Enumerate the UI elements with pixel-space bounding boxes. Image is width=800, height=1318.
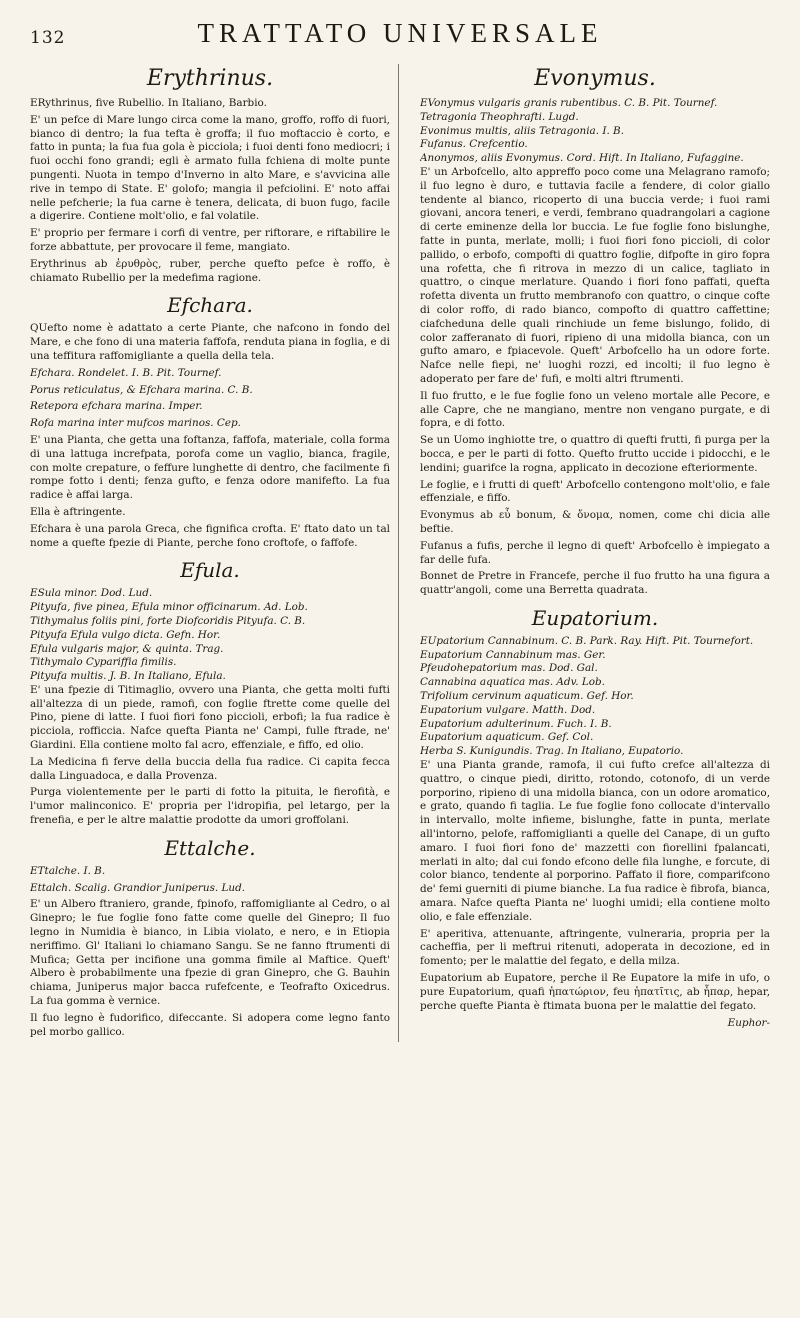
synonym-line: ETtalche. I. B.: [30, 864, 106, 877]
synonym-line: Eupatorium aquaticum. Gef. Col.: [420, 731, 594, 744]
evonymus-synonyms: [420, 97, 770, 166]
synonym-line: EVonymus vulgaris granis rubentibus. C. B. Pit. Tournef.: [420, 97, 718, 109]
paragraph: QUefto nome è adattato a certe Piante, che nafcono in fondo del Mare, e che fono di una materia faffofa, renduta piana in foglia, e di una teffitura raffomigliante a quella della tela.: [30, 322, 390, 362]
running-title: TRATTATO UNIVERSALE: [197, 18, 603, 48]
paragraph: E' aperitiva, attenuante, aftringente, vulneraria, propria per la cacheffia, per li meftrui ritenuti, adoperata in decozione, ed in fomento; per le malattie del fegato, e della milza.: [420, 927, 770, 968]
running-head: [30, 18, 770, 64]
paragraph: Fufanus a fufis, perche il legno di queft' Arbofcello è impiegato a far delle fufa.: [420, 539, 770, 566]
synonym-line: Anonymos, aliis Evonymus. Cord. Hift. In Italiano, Fufaggine.: [420, 152, 744, 165]
synonym-line: Porus reticulatus, & Efchara marina. C. B.: [30, 383, 253, 396]
left-column: [30, 64, 390, 1042]
paragraph: E' un Arbofcello, alto appreffo poco come una Melagrano ramofo; il fuo legno è duro, e tuttavia facile a fendere, di color giallo tendente al bianco, ricoperto di una buccia verde; i fuoi rami giovani, ancora teneri, e verdi, fembrano quadrangolari a cagione di certe eminenze della lor buccia. Le fue foglie fono bislunghe, fatte in punta, merlate, molli; i fuoi fiori fono piccioli, di color pallido, o erbofo, compofti di quattro foglie, difpofte in giro fopra una rofetta, che fi ritrova in mezzo di un calice, tagliato in quattro, o cinque merlature. Quando i fiori fono paffati, quefta rofetta diventa un frutto membranofo con quattro, o cinque cofte di color roffo, di rado bianco, compofto di quattro caffettine; ciafcheduna delle quali rinchiude un feme bislungo, folido, di color zafferanato di fuori, ripieno di una midolla bianca, con un gufto amaro, e fpiacevole. Queft' Arbofcello ha un odore forte. Nafce nelle fiepi, ne' luoghi rozzi, ed incolti; il fuo legno è adoperato per fare de' fufi, e molti altri ftrumenti.: [420, 165, 770, 385]
paragraph: Eupatorium ab Eupatore, perche il Re Eupatore la mife in ufo, o pure Eupatorium, quafi ἡπατώριον, feu ἡπατῖτις, ab ἧπαρ, hepar, perche quefte Pianta è ftimata buona per le malattie del fegato.: [420, 972, 770, 1012]
catchword: Euphor-: [727, 1017, 770, 1030]
entry-heading-eschara: Efchara.: [167, 293, 253, 318]
synonym-line: Trifolium cervinum aquaticum. Gef. Hor.: [420, 690, 634, 703]
synonym-line: Efchara. Rondelet. I. B. Pit. Tournef.: [30, 366, 222, 379]
synonym-line: Eupatorium adulterinum. Fuch. I. B.: [420, 717, 612, 730]
entry-heading-evonymus: Evonymus.: [534, 66, 656, 91]
entry-erythrinus: [30, 97, 390, 285]
synonym-line: Tithymalo Cypariffia fimilis.: [30, 656, 177, 669]
paragraph: Erythrinus ab ἐρυθρὸς, ruber, perche quefto pefce è roffo, è chiamato Rubellio per la medefima ragione.: [30, 257, 390, 284]
paragraph: ERythrinus, five Rubellio. In Italiano, Barbio.: [30, 97, 267, 109]
entry-heading-ettalche: Ettalche.: [164, 835, 256, 860]
paragraph: E' una fpezie di Titimaglio, ovvero una Pianta, che getta molti fufti all'altezza di un piede, ramofi, con foglie ftrette come quelle del Pino, piene di latte. I fuoi fiori fono piccioli, erbofi; la fua radice è picciola, rofficcia. Nafce quefta Pianta ne' Campi, fulle ftrade, ne' Giardini. Ella contiene molto fal acro, effenziale, e fiffo, ed olio.: [30, 683, 390, 752]
entry-heading-esula: Efula.: [180, 558, 240, 583]
entry-ettalche: [30, 865, 390, 1040]
paragraph: E' una Pianta grande, ramofa, il cui fufto crefce all'altezza di quattro, o cinque piedi, diritto, rotondo, cotonofo, di un verde porporino, ripieno di una midolla bianca, con un odore aromatico, e grato, quando fi taglia. Le fue foglie fono collocate d'intervallo in intervallo, molte infieme, bislunghe, fatte in punta, merlate all'intorno, pelofe, raffomiglianti a quelle del Canape, di un gufto amaro. I fuoi fiori fono de' mazzetti con fiorellini fpalancati, merlati in alto; dal cui fondo efcono delle fila lunghe, e forcute, di color bianco, tendente al porporino. Paffato il fiore, comparifcono de' femi guerniti di piume bianche. La fua radice è fibrofa, bianca, amara. Nafce quefta Pianta ne' luoghi umidi; ella contiene molto olio, e fale effenziale.: [420, 759, 770, 923]
synonym-line: Eupatorium Cannabinum mas. Ger.: [420, 648, 606, 661]
synonym-line: Cannabina aquatica mas. Adv. Lob.: [420, 676, 605, 689]
paragraph: Il fuo frutto, e le fue foglie fono un veleno mortale alle Pecore, e alle Capre, che ne mangiano, mentre non vengano purgate, e di fopra, e di fotto.: [420, 389, 770, 430]
synonym-line: Fufanus. Crefcentio.: [420, 138, 528, 151]
paragraph: Efchara è una parola Greca, che fignifica crofta. E' ftato dato un tal nome a quefte fpezie di Piante, perche fono croftofe, o faffofe.: [30, 522, 390, 549]
synonym-line: Herba S. Kunigundis. Trag. In Italiano, Eupatorio.: [420, 745, 684, 758]
synonym-line: Pityufa multis. J. B. In Italiano, Efula.: [30, 670, 226, 683]
entry-eupatorium: [420, 759, 770, 1013]
entry-esula: [30, 684, 390, 828]
page-number: 132: [30, 28, 66, 48]
paragraph: Il fuo legno è fudorifico, difeccante. Si adopera come legno fanto pel morbo gallico.: [30, 1011, 390, 1038]
synonym-line: Pityufa, five pinea, Efula minor officinarum. Ad. Lob.: [30, 601, 308, 614]
synonym-line: Tithymalus foliis pini, forte Diofcoridis Pityufa. C. B.: [30, 614, 306, 627]
entry-eschara: [30, 322, 390, 550]
synonym-line: Tetragonia Theophrafti. Lugd.: [420, 110, 579, 123]
paragraph: E' un pefce di Mare lungo circa come la mano, groffo, roffo di fuori, bianco di dentro; la fua tefta è groffa; il fuo moftaccio è corto, e fatto in punta; la fua fua gola è picciola; i fuoi denti fono mediocri; i fuoi occhi fono grandi; egli è armato fulla fchiena di molte punte pungenti. Nuota in tempo d'Inverno in alto Mare, e s'avvicina alle rive in tempo di State. E' golofo; mangia il pefciolini. E' noto affai nelle pefcherie; la fua carne è tenera, delicata, di buon fugo, facile a digerire. Contiene molt'olio, e fal volatile.: [30, 113, 390, 223]
two-columns: [30, 64, 770, 1042]
paragraph: E' una Pianta, che getta una foftanza, faffofa, materiale, colla forma di una lattuga increfpata, porofa come un vaglio, bianca, fragile, con molte crepature, o feffure lunghette di dentro, che facilmente fi rompe fotto i denti; fenza gufto, e fenza odore manifefto. La fua radice è affai larga.: [30, 433, 390, 502]
entry-heading-erythrinus: Erythrinus.: [146, 66, 274, 91]
synonym-line: Retepora efchara marina. Imper.: [30, 400, 203, 413]
paragraph: Purga violentemente per le parti di fotto la pituita, le fierofità, e l'umor malinconico. E' propria per l'idropifia, pel letargo, per la frenefia, e per le altre malattie prodotte da umori groffolani.: [30, 786, 390, 827]
synonym-line: Efula vulgaris major, & quinta. Trag.: [30, 642, 224, 655]
synonym-line: Pityufa Efula vulgo dicta. Gefn. Hor.: [30, 628, 221, 641]
paragraph: La Medicina fi ferve della buccia della fua radice. Ci capita fecca dalla Linguadoca, e dalla Provenza.: [30, 755, 390, 782]
synonym-line: Ettalch. Scalig. Grandior Juniperus. Lud.: [30, 881, 246, 894]
synonym-line: Rofa marina inter mufcos marinos. Cep.: [30, 417, 241, 430]
paragraph: E' un Albero ftraniero, grande, fpinofo, raffomigliante al Cedro, o al Ginepro; le fue foglie fono fatte come quelle del Ginepro; Il fuo legno in Numidia è bianco, in Libia violato, e nero, e in Etiopia neriffimo. Gl' Italiani lo chiamano Sangu. Se ne fanno ftrumenti di Mufica; Getta per incifione una gomma fimile al Maftice. Queft' Albero è probabilmente una fpezie di gran Ginepro, che G. Bauhin chiama, Juniperus major bacca rufefcente, e Teofrafto Oxicedrus. La fua gomma è vernice.: [30, 898, 390, 1008]
esula-synonyms: [30, 587, 390, 684]
eupatorium-synonyms: [420, 635, 770, 759]
paragraph: Evonymus ab εὖ bonum, & ὄνομα, nomen, come chi dicia alle beftie.: [420, 509, 770, 535]
synonym-line: Eupatorium vulgare. Matth. Dod.: [420, 703, 596, 716]
entry-evonymus: [420, 166, 770, 598]
paragraph: Se un Uomo inghiotte tre, o quattro di quefti frutti, fi purga per la bocca, e per le parti di fotto. Quefto frutto uccide i pidocchi, e le lendini; guarifce la rogna, applicato in decozione efteriormente.: [420, 434, 770, 474]
synonym-line: Pfeudohepatorium mas. Dod. Gal.: [420, 662, 598, 675]
paragraph: E' proprio per fermare i corfi di ventre, per riftorare, e riftabilire le forze abbattute, per provocare il feme, mangiato.: [30, 227, 390, 253]
column-rule: [398, 64, 399, 1042]
synonym-line: EUpatorium Cannabinum. C. B. Park. Ray. Hift. Pit. Tournefort.: [420, 634, 754, 647]
synonym-line: ESula minor. Dod. Lud.: [30, 587, 153, 600]
synonym-line: Evonimus multis, aliis Tetragonia. I. B.: [420, 124, 624, 137]
paragraph: Ella è aftringente.: [30, 505, 126, 518]
paragraph: Bonnet de Pretre in Francefe, perche il fuo frutto ha una figura a quattr'angoli, come una Berretta quadrata.: [420, 570, 770, 597]
entry-heading-eupatorium: Eupatorium.: [531, 605, 659, 630]
right-column: [420, 64, 770, 1042]
paragraph: Le foglie, e i frutti di queft' Arbofcello contengono molt'olio, e fale effenziale, e fiffo.: [420, 478, 770, 505]
